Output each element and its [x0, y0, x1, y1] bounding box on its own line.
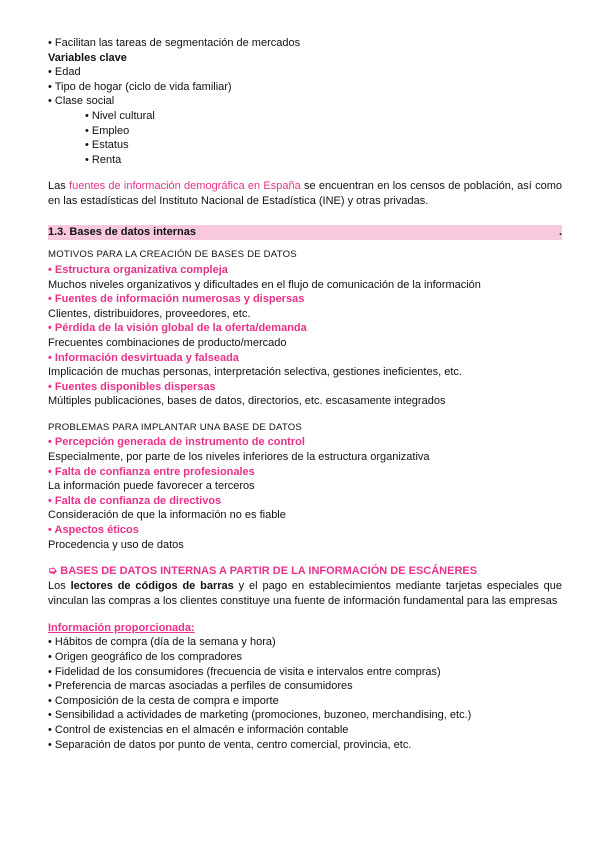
scanners-title: ➭ BASES DE DATOS INTERNAS A PARTIR DE LA INFORMACIÓN DE ESCÁNERES [48, 565, 478, 578]
section-heading [48, 225, 562, 240]
sources-paragraph [48, 179, 562, 209]
info-item: • Control de existencias en el almacén e información contable [48, 723, 349, 736]
variables-item: • Tipo de hogar (ciclo de vida familiar) [48, 80, 232, 93]
problem-desc: Especialmente, por parte de los niveles inferiores de la estructura organizativa [48, 451, 430, 464]
sources-pre: Las [48, 180, 70, 193]
variables-subitem: • Renta [85, 153, 122, 166]
motive-title: • Fuentes de información numerosas y dispersas [48, 293, 305, 306]
sources-link[interactable]: fuentes de información demográfica en España [69, 180, 301, 193]
problem-desc: Procedencia y uso de datos [48, 538, 184, 551]
variables-heading: Variables clave [48, 51, 127, 64]
motive-desc: Múltiples publicaciones, bases de datos, directorios, etc. escasamente integrados [48, 395, 446, 408]
info-item: • Sensibilidad a actividades de marketing (promociones, buzoneo, merchandising, etc.) [48, 709, 472, 722]
info-item: • Preferencia de marcas asociadas a perfiles de consumidores [48, 680, 353, 693]
variables-item: • Clase social [48, 95, 115, 108]
problem-title: • Aspectos éticos [48, 524, 139, 537]
sources-post: se encuentran en los censos de población, así como en las estadísticas del Instituto Nacional de Estadística (INE) y otras privadas. [48, 180, 563, 208]
motive-title: • Estructura organizativa compleja [48, 263, 228, 276]
scanners-post: y el pago en establecimientos mediante tarjetas especiales que vinculan las compras a los clientes constituye una fuente de información fundamental para las empresas [48, 579, 563, 607]
info-item: • Separación de datos por punto de venta, centro comercial, provincia, etc. [48, 738, 412, 751]
section-title: 1.3. Bases de datos internas [48, 226, 196, 239]
section-trail: . [558, 226, 562, 239]
motive-desc: Implicación de muchas personas, interpretación selectiva, gestiones ineficientes, etc. [48, 366, 462, 379]
problems-heading: PROBLEMAS PARA IMPLANTAR UNA BASE DE DATOS [48, 421, 302, 433]
problem-title: • Percepción generada de instrumento de control [48, 436, 305, 449]
scanners-bold: lectores de códigos de barras [70, 579, 234, 592]
motives-heading: MOTIVOS PARA LA CREACIÓN DE BASES DE DATOS [48, 249, 297, 261]
info-item: • Hábitos de compra (día de la semana y hora) [48, 636, 276, 649]
variables-subitem: • Estatus [85, 139, 129, 152]
info-heading: Información proporcionada: [48, 621, 195, 634]
info-item: • Composición de la cesta de compra e importe [48, 694, 279, 707]
info-item: • Origen geográfico de los compradores [48, 651, 243, 663]
variables-item: • Edad [48, 66, 81, 79]
motive-desc: Clientes, distribuidores, proveedores, etc. [48, 307, 251, 320]
document-page [48, 36, 562, 752]
info-item: • Fidelidad de los consumidores (frecuencia de visita e intervalos entre compras) [48, 665, 441, 678]
motive-desc: Frecuentes combinaciones de producto/mercado [48, 336, 287, 349]
scanners-paragraph [48, 579, 562, 609]
problem-desc: Consideración de que la información no es fiable [48, 509, 286, 522]
problem-title: • Falta de confianza entre profesionales [48, 465, 255, 478]
motive-title: • Pérdida de la visión global de la oferta/demanda [48, 322, 307, 335]
motive-title: • Información desvirtuada y falseada [48, 351, 239, 364]
variables-subitem: • Empleo [85, 124, 130, 137]
scanners-pre: Los [48, 579, 71, 592]
intro-bullet: • Facilitan las tareas de segmentación de mercados [48, 37, 301, 49]
motive-title: • Fuentes disponibles dispersas [48, 380, 216, 393]
motive-desc: Muchos niveles organizativos y dificultades en el flujo de comunicación de la información [48, 278, 481, 291]
variables-subitem: • Nivel cultural [85, 109, 155, 122]
problem-desc: La información puede favorecer a terceros [48, 480, 255, 493]
problem-title: • Falta de confianza de directivos [48, 494, 222, 507]
